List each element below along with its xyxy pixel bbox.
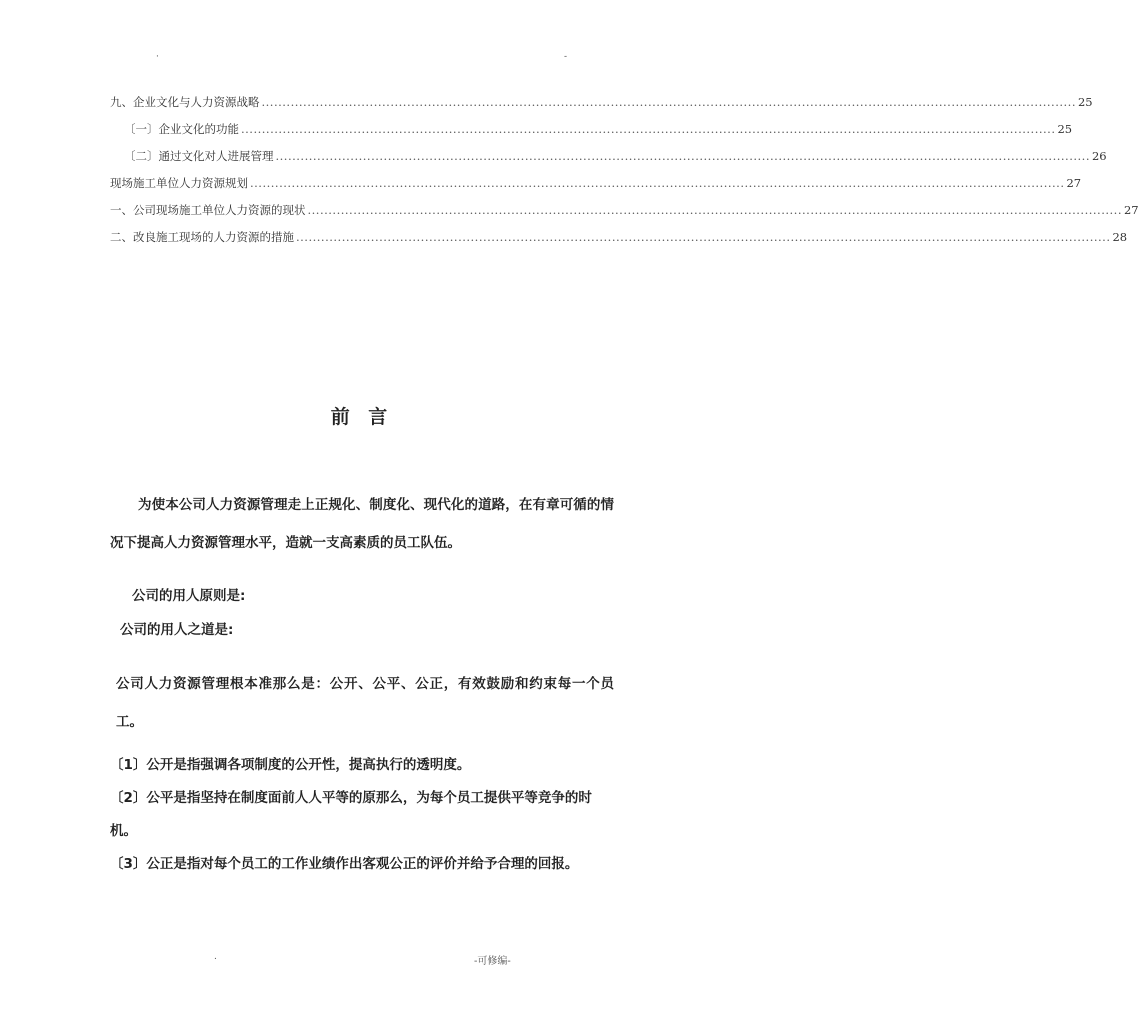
toc-entry-title: 九、企业文化与人力资源战略: [110, 95, 260, 109]
toc-entry[interactable]: [110, 94, 1093, 121]
toc-entry-title: 现场施工单位人力资源规划: [110, 176, 248, 190]
toc-entry[interactable]: [110, 175, 1082, 202]
toc-leader-dots: ....................................................................................................................................................................................................: [275, 149, 1090, 163]
management-basis: 公司人力资源管理根本准那么是：公开、公平、公正，有效鼓励和约束每一个员工。: [116, 676, 614, 730]
footer-left-mark: .: [214, 952, 217, 962]
toc-entry[interactable]: [110, 148, 1107, 175]
toc-leader-dots: ....................................................................................................................................................................................................: [261, 95, 1076, 109]
toc-entry-page: 27: [1123, 203, 1139, 217]
toc-entry-page: 25: [1057, 122, 1073, 136]
hiring-principle: 公司的用人原则是:: [132, 588, 246, 604]
principle-item: 〔3〕公正是指对每个员工的工作业绩作出客观公正的评价并给予合理的回报。: [110, 856, 579, 872]
toc-entry-title: 〔二〕通过文化对人进展管理: [124, 149, 274, 163]
toc-entry[interactable]: [110, 202, 1139, 229]
principle-item: 〔1〕公开是指强调各项制度的公开性，提高执行的透明度。: [110, 757, 471, 773]
toc-entry-page: 27: [1066, 176, 1082, 190]
toc-entry[interactable]: [110, 121, 1073, 148]
table-of-contents: [110, 94, 1139, 256]
toc-leader-dots: ....................................................................................................................................................................................................: [307, 203, 1122, 217]
toc-entry[interactable]: [110, 229, 1128, 256]
toc-entry-title: 〔一〕企业文化的功能: [124, 122, 239, 136]
intro-paragraph: 为使本公司人力资源管理走上正规化、制度化、现代化的道路，在有章可循的情况下提高人力资源管理水平，造就一支高素质的员工队伍。: [110, 497, 614, 551]
toc-leader-dots: ....................................................................................................................................................................................................: [241, 122, 1056, 136]
principle-item: 〔2〕公平是指坚持在制度面前人人平等的原那么，为每个员工提供平等竞争的时机。: [110, 790, 592, 839]
toc-entry-page: 25: [1077, 95, 1093, 109]
footer-editable-note: -可修编-: [474, 956, 511, 967]
toc-entry-title: 二、改良施工现场的人力资源的措施: [110, 230, 294, 244]
header-left-mark: ·: [156, 52, 159, 62]
preface-title: 前 言: [330, 406, 394, 428]
toc-leader-dots: ....................................................................................................................................................................................................: [250, 176, 1065, 190]
toc-entry-title: 一、公司现场施工单位人力资源的现状: [110, 203, 306, 217]
toc-entry-page: 26: [1091, 149, 1107, 163]
header-right-mark: -: [564, 52, 568, 62]
hiring-way: 公司的用人之道是:: [120, 622, 234, 638]
preface-body: [110, 486, 614, 881]
toc-leader-dots: ....................................................................................................................................................................................................: [296, 230, 1111, 244]
toc-entry-page: 28: [1112, 230, 1128, 244]
